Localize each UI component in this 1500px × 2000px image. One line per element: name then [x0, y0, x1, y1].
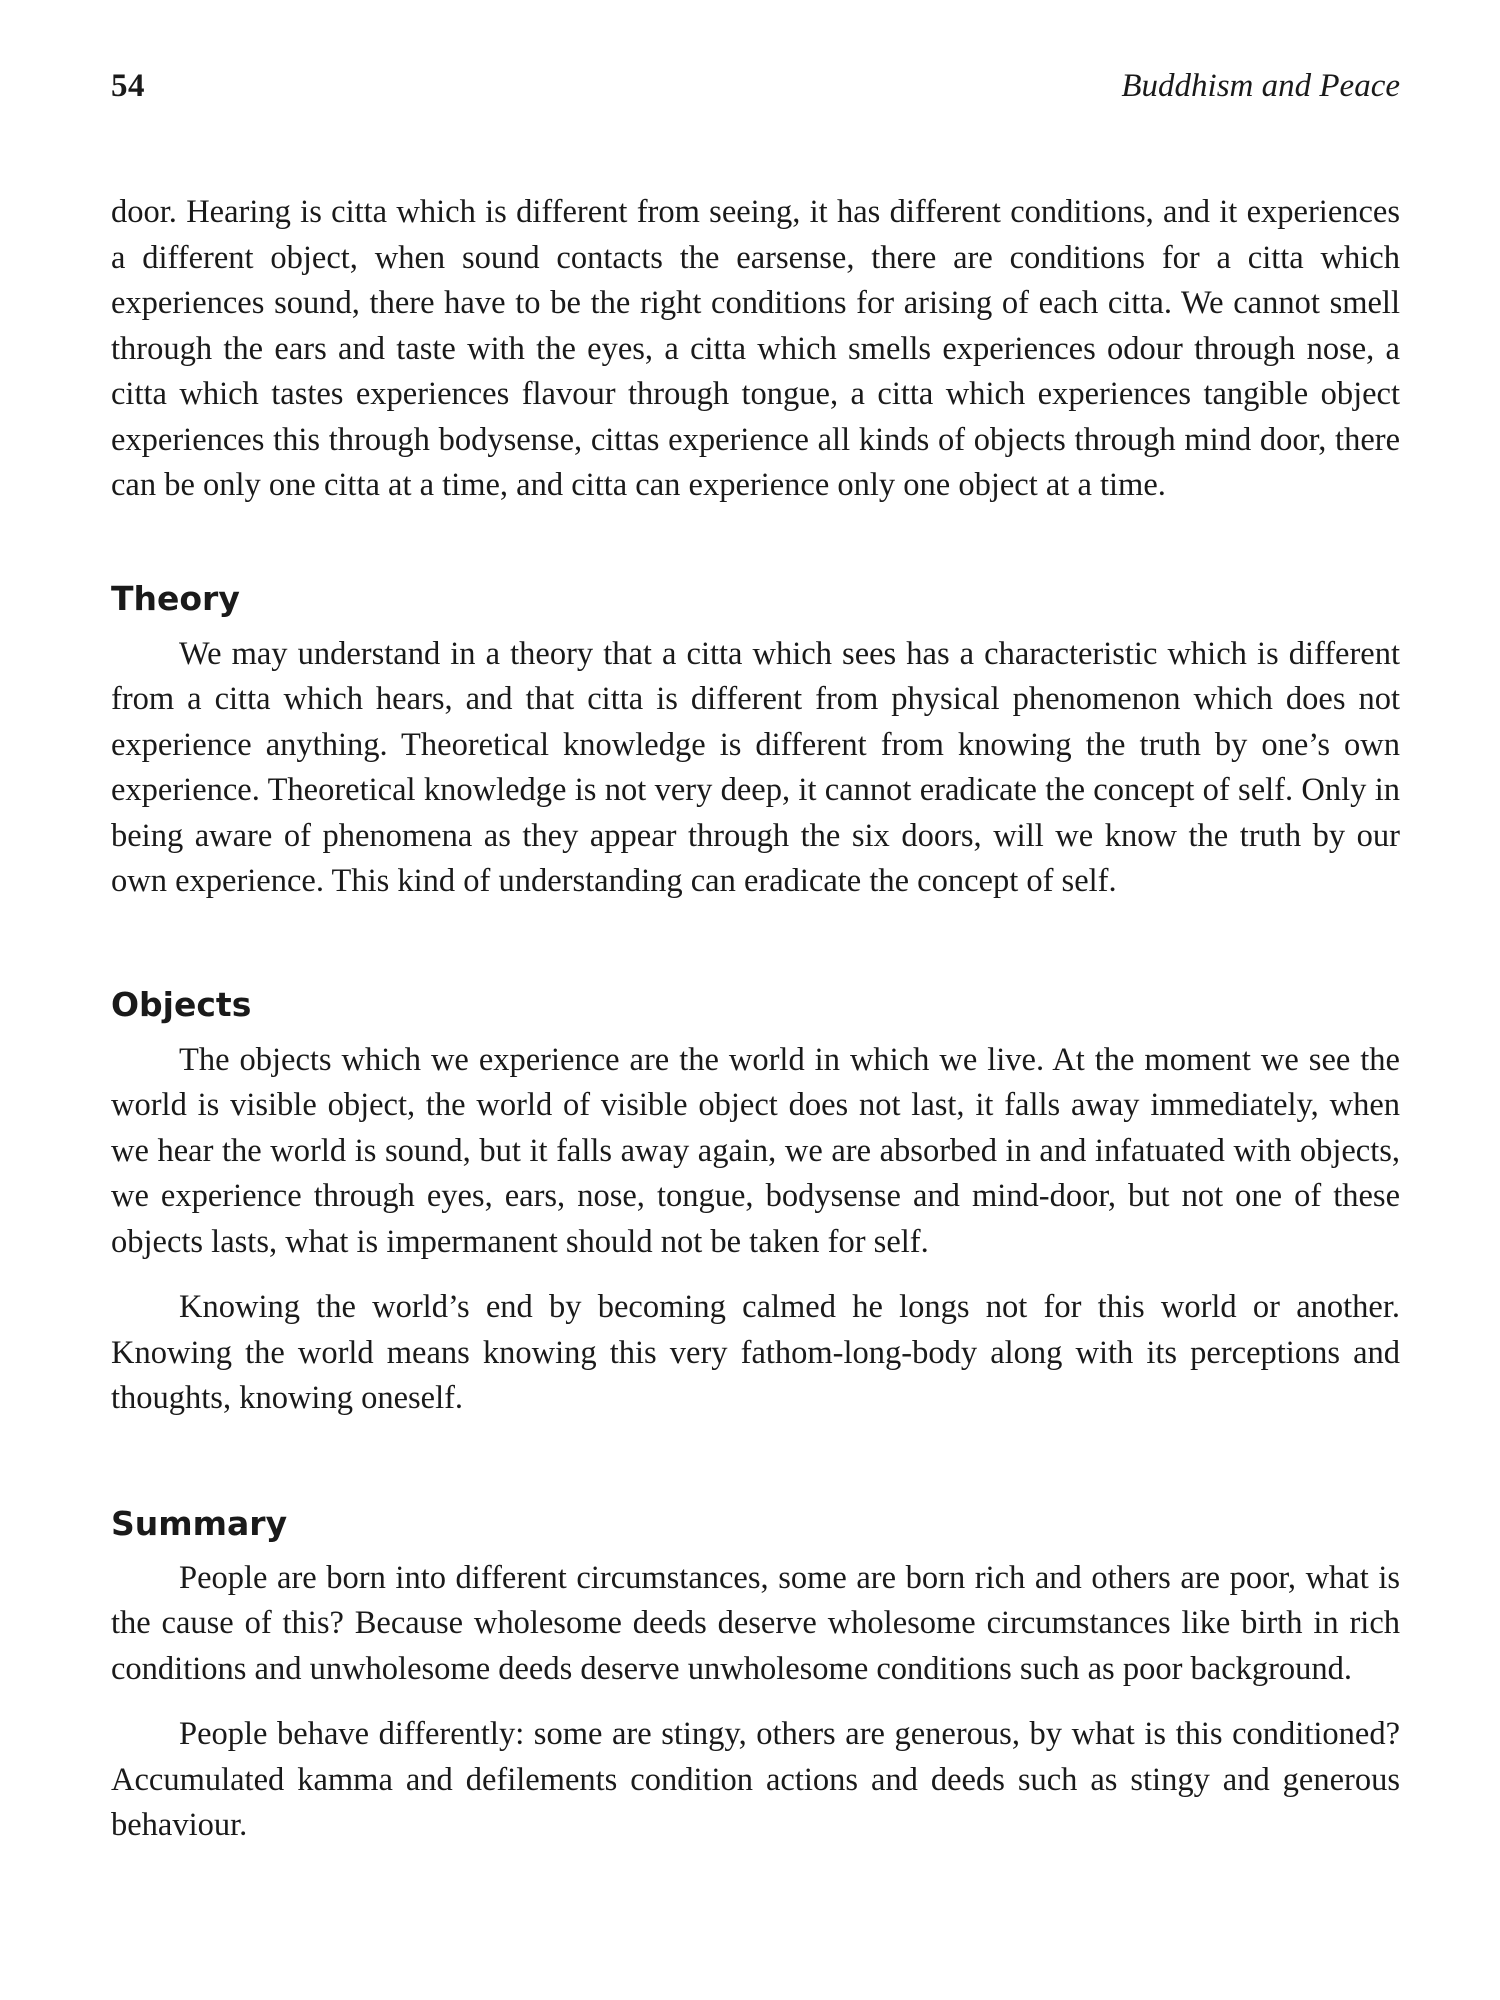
opening-paragraph: door. Hearing is citta which is different from seeing, it has different conditions, and it experiences a different object, when sound contacts the earsense, there are conditions for a citta which experiences sound, there have to be the right conditions for arising of each citta. We cannot smell through the ears and taste with the eyes, a citta which smells experiences odour through nose, a citta which tastes experiences flavour through tongue, a citta which experiences tangible object experiences this through bodysense, cittas experience all kinds of objects through mind door, there can be only one citta at a time, and citta can experience only one object at a time. — [111, 194, 1400, 503]
section-heading-theory: Theory — [111, 578, 240, 618]
book-title: Buddhism and Peace — [1121, 68, 1400, 104]
objects-paragraph-2: Knowing the world’s end by becoming calmed he longs not for this world or another. Knowing the world means knowing this very fathom-long-body along with its perceptions and thoughts, knowing oneself. — [111, 1289, 1400, 1416]
summary-paragraph-2: People behave differently: some are stingy, others are generous, by what is this conditioned? Accumulated kamma and defilements condition actions and deeds such as stingy and generous behaviour. — [111, 1716, 1400, 1843]
page-number: 54 — [111, 68, 145, 104]
page-body — [111, 190, 1400, 1849]
section-heading-objects: Objects — [111, 984, 252, 1024]
theory-paragraph: We may understand in a theory that a citta which sees has a characteristic which is different from a citta which hears, and that citta is different from physical phenomenon which does not experience anything. Theoretical knowledge is different from knowing the truth by one’s own experience. Theoretical knowledge is not very deep, it cannot eradicate the concept of self. Only in being aware of phenomena as they appear through the six doors, will we know the truth by our own experience. This kind of understanding can eradicate the concept of self. — [111, 635, 1400, 899]
summary-paragraph-1: People are born into different circumstances, some are born rich and others are poor, what is the cause of this? Because wholesome deeds deserve wholesome circumstances like birth in rich conditions and unwholesome deeds deserve unwholesome conditions such as poor background. — [111, 1559, 1400, 1687]
running-head — [111, 68, 1400, 128]
objects-paragraph-1: The objects which we experience are the world in which we live. At the moment we see the world is visible object, the world of visible object does not last, it falls away immediately, when we hear the world is sound, but it falls away again, we are absorbed in and infatuated with objects, we experience through eyes, ears, nose, tongue, bodysense and mind-door, but not one of these objects lasts, what is impermanent should not be taken for self. — [111, 1041, 1400, 1260]
section-heading-summary: Summary — [111, 1503, 288, 1543]
